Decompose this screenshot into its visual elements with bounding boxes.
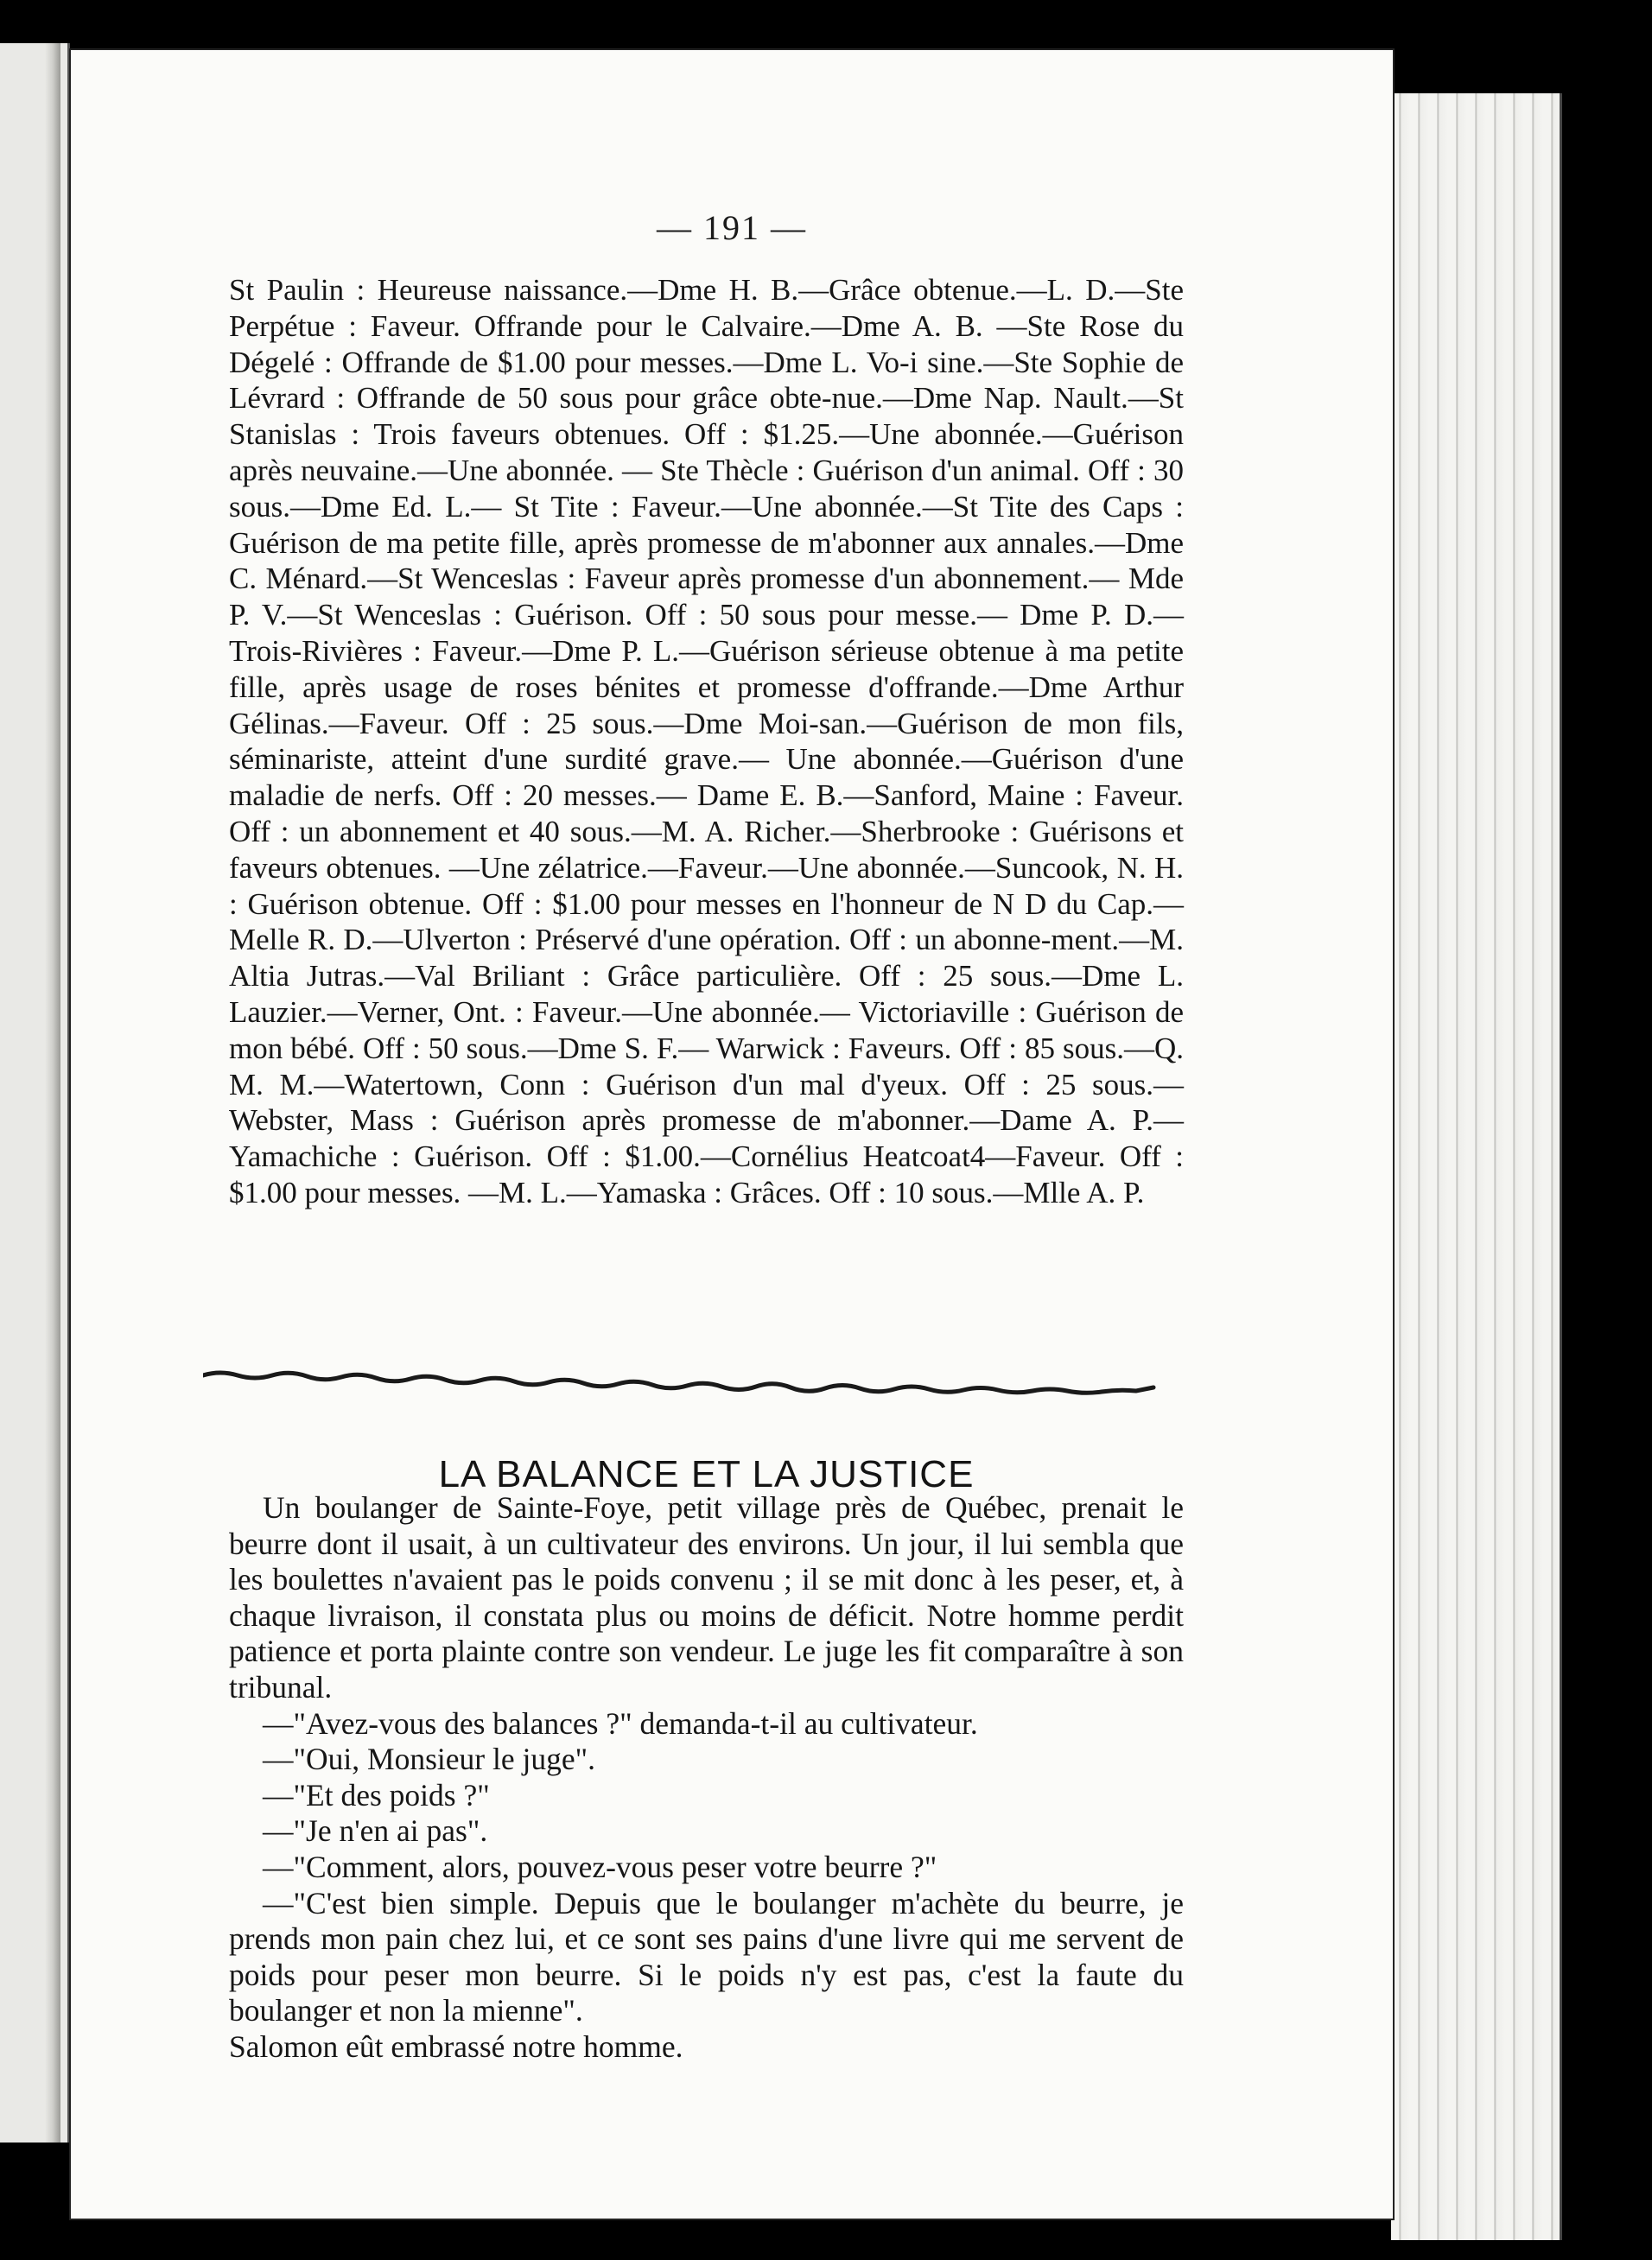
dialog-line: —"Comment, alors, pouvez-vous peser votre beurre ?" [263, 1849, 937, 1884]
facing-page-edge [0, 43, 70, 2143]
dialog-line: —"Je n'en ai pas". [263, 1813, 488, 1849]
page-number: — 191 — [657, 208, 807, 247]
dialog-line: —"Oui, Monsieur le juge". [263, 1742, 595, 1777]
story-body [229, 1490, 1184, 2066]
story-title: LA BALANCE ET LA JUSTICE [438, 1453, 975, 1495]
dialog-line: —"Et des poids ?" [263, 1777, 490, 1812]
dialog-line: —"Avez-vous des balances ?" demanda-t-il au cultivateur. [263, 1705, 978, 1741]
story-closing-line: Salomon eût embrassé notre homme. [229, 2028, 683, 2064]
favours-list [229, 272, 1184, 1211]
dialog-paragraph: —"C'est bien simple. Depuis que le boulanger m'achète du beurre, je prends mon pain chez lui, et ce sont ses pains d'une livre qui me servent de poids pour peser mon beurre. Si le poids n'y est pas, c'est la faute du boulanger et non la mienne". [229, 1885, 1184, 2028]
favours-paragraph: St Paulin : Heureuse naissance.—Dme H. B.—Grâce obtenue.—L. D.—Ste Perpétue : Faveur. Offrande pour le Calvaire.—Dme A. B. —Ste Rose du Dégelé : Offrande de $1.00 pour messes.—Dme L. Vo-i sine.—Ste Sophie de Lévrard : Offrande de 50 sous pour grâce obte-nue.—Dme Nap. Nault.—St Stanislas : Trois faveurs obtenues. Off : $1.25.—Une abonnée.—Guérison après neuvaine.—Une abonnée. — Ste Thècle : Guérison d'un animal. Off : 30 sous.—Dme Ed. L.— St Tite : Faveur.—Une abonnée.—St Tite des Caps : Guérison de ma petite fille, après promesse de m'abonner aux annales.—Dme C. Ménard.—St Wenceslas : Faveur après promesse d'un abonnement.— Mde P. V.—St Wenceslas : Guérison. Off : 50 sous pour messe.— Dme P. D.—Trois-Rivières : Faveur.—Dme P. L.—Guérison sérieuse obtenue à ma petite fille, après usage de roses bénites et promesse d'offrande.—Dme Arthur Gélinas.—Faveur. Off : 25 sous.—Dme Moi-san.—Guérison de mon fils, séminariste, atteint d'une surdité grave.— Une abonnée.—Guérison d'une maladie de nerfs. Off : 20 messes.— Dame E. B.—Sanford, Maine : Faveur. Off : un abonnement et 40 sous.—M. A. Richer.—Sherbrooke : Guérisons et faveurs obtenues. —Une zélatrice.—Faveur.—Une abonnée.—Suncook, N. H. : Guérison obtenue. Off : $1.00 pour messes en l'honneur de N D du Cap.— Melle R. D.—Ulverton : Préservé d'une opération. Off : un abonne-ment.—M. Altia Jutras.—Val Briliant : Grâce particulière. Off : 25 sous.—Dme L. Lauzier.—Verner, Ont. : Faveur.—Une abonnée.— Victoriaville : Guérison de mon bébé. Off : 50 sous.—Dme S. F.— Warwick : Faveurs. Off : 85 sous.—Q. M. M.—Watertown, Conn : Guérison d'un mal d'yeux. Off : 25 sous.—Webster, Mass : Guérison après promesse de m'abonner.—Dame A. P.—Yamachiche : Guérison. Off : $1.00.—Cornélius Heatcoat4—Faveur. Off : $1.00 pour messes. —M. L.—Yamaska : Grâces. Off : 10 sous.—Mlle A. P. [229, 273, 1184, 1209]
story-intro-paragraph: Un boulanger de Sainte-Foye, petit village près de Québec, prenait le beurre dont il usait, à un cultivateur des environs. Un jour, il lui sembla que les boulettes n'avaient pas le poids convenu ; il se mit donc à les peser, et, à chaque livraison, il constata plus ou moins de déficit. Notre homme perdit patience et porta plainte contre son vendeur. Le juge les fit comparaître à son tribunal. [229, 1490, 1184, 1705]
page-stack-edges [1391, 93, 1562, 2240]
wavy-rule-ornament-icon [203, 1365, 1158, 1400]
